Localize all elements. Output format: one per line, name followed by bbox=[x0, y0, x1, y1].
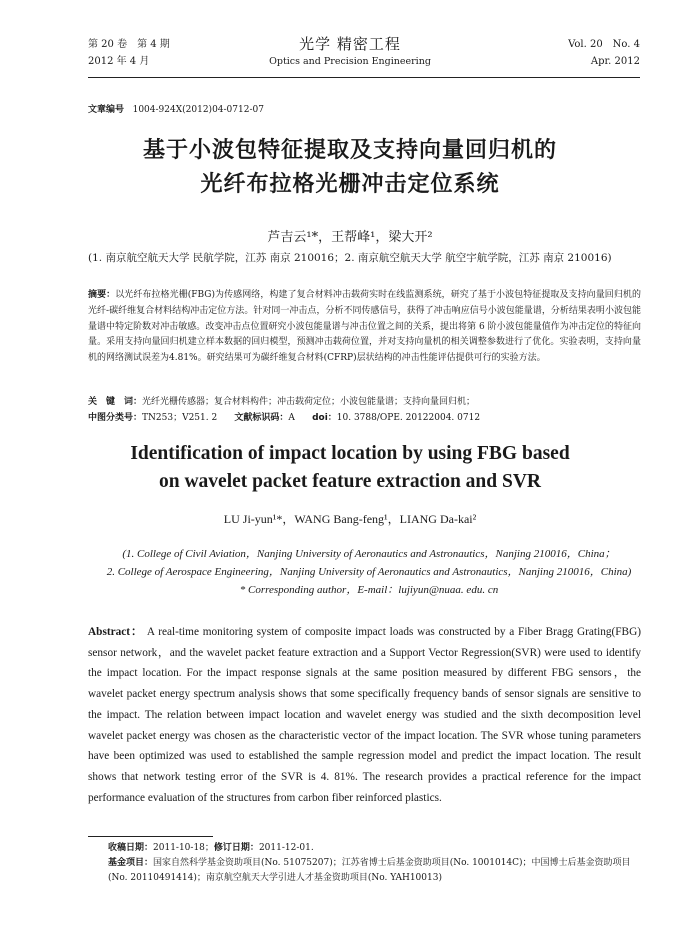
abstract-en-label: Abstract： bbox=[88, 626, 144, 638]
affiliation-en-line1 bbox=[84, 545, 654, 563]
affiliation-en bbox=[84, 545, 654, 599]
journal-name-en: Optics and Precision Engineering bbox=[269, 56, 431, 67]
classification-line bbox=[88, 410, 480, 423]
affiliation-en-line2-text: 2. College of Aerospace Engineering，Nanjing University of Aeronautics and Astronautics，Nanjing 210016，China) bbox=[106, 566, 632, 578]
affiliation-cn: (1. 南京航空航天大学 民航学院，江苏 南京 210016；2. 南京航空航天大学 航空宇航学院，江苏 南京 210016) bbox=[88, 252, 612, 264]
header-divider bbox=[88, 77, 640, 78]
abstract-cn-text: 以光纤布拉格光栅(FBG)为传感网络，构建了复合材料冲击载荷实时在线监测系统，研究了基于小波包特征提取及支持向量回归机的光纤-碳纤维复合材料结构冲击定位方法。针对同一冲击点，分析不同传感信号，获得了冲击响应信号小波包能量谱，分析结果表明小波包能量谱中特定阶数对冲击敏感。改变冲击点位置研究小波包能量谱与冲击位置之间的关系，提出将第 6 阶小波包能量值作为冲击定位的特征向量。采用支持向量回归机建立样本数据的回归模型，预测冲击载荷位置，并对支持向量机的相关调整参数进行了优化。实验表明，支持向量机的网络测试误差为4.81%。研究结果可为碳纤维复合材料(CFRP)层状结构的冲击性能评估提供可行的实验方法。 bbox=[88, 290, 641, 364]
corresponding-author-text: * Corresponding author，E-mail：lujiyun@nuaa. edu. cn bbox=[239, 584, 499, 596]
title-cn-line2: 光纤布拉格光栅冲击定位系统 bbox=[200, 172, 500, 197]
date-cn: 2012 年 4 月 bbox=[88, 56, 150, 67]
revised-value: 2011-12-01. bbox=[258, 843, 314, 853]
title-cn bbox=[0, 134, 700, 202]
doi-value: 10. 3788/OPE. 20122004. 0712 bbox=[336, 413, 481, 423]
abstract-en bbox=[88, 622, 641, 808]
journal-name-cn: 光学 精密工程 bbox=[299, 35, 401, 53]
authors-cn: 芦吉云¹*，王帮峰¹，梁大开² bbox=[267, 230, 433, 245]
keywords-label: 关 键 词： bbox=[88, 397, 143, 407]
title-en bbox=[0, 440, 700, 496]
received-label: 收稿日期： bbox=[108, 843, 154, 853]
abstract-cn-label: 摘要： bbox=[88, 290, 116, 300]
doi-label: doi： bbox=[312, 413, 337, 423]
clc-value: TN253；V251. 2 bbox=[142, 413, 218, 423]
header-right bbox=[568, 36, 640, 70]
title-cn-line1: 基于小波包特征提取及支持向量回归机的 bbox=[142, 138, 557, 163]
doc-code-value: A bbox=[288, 413, 295, 423]
received-dates bbox=[108, 840, 314, 853]
affiliation-en-line2 bbox=[84, 563, 654, 581]
corresponding-author bbox=[84, 581, 654, 599]
doc-code-label: 文献标识码： bbox=[234, 413, 289, 423]
revised-label: 修订日期： bbox=[213, 843, 259, 853]
abstract-en-text: A real-time monitoring system of composite impact loads was constructed by a Fiber Bragg Grating(FBG) sensor network，and the wavelet packet feature extraction and a Support Vector Regression(SVR) were used to identify the impact location. For the impact response signals at the same position measured by different FBG sensors，the wavelet packet energy spectrum analysis shows that some specifically frequency bands of sensor signals are sensitive to the impact. The relation between impact location and wavelet energy was studied and the sixth decomposition level wavelet packet energy was chosen as the characteristic vector of the impact location. The SVR whose tuning parameters have been optimized was used to established the sample regression model and predict the impact location. The result shows that network testing error of the SVR is 4. 81%. The research provides a practical reference for the impact performance evaluation of the structures from carbon fiber reinforced plastics. bbox=[88, 626, 642, 804]
abstract-cn bbox=[88, 288, 641, 367]
funding-label: 基金项目： bbox=[108, 858, 154, 868]
title-en-line1: Identification of impact location by using FBG based bbox=[130, 443, 570, 464]
article-number-value: 1004-924X(2012)04-0712-07 bbox=[132, 105, 264, 115]
funding-text: 国家自然科学基金资助项目(No. 51075207)；江苏省博士后基金资助项目(No. 1001014C)；中国博士后基金资助项目(No. 20110491414)；南京航空航天大学引进人才基金资助项目(No. YAH10013) bbox=[108, 858, 631, 883]
clc-label: 中图分类号： bbox=[88, 413, 143, 423]
article-number bbox=[88, 102, 264, 115]
volume-issue-cn: 第 20 卷 第 4 期 bbox=[88, 39, 170, 50]
authors-en: LU Ji-yun¹*，WANG Bang-feng¹，LIANG Da-kai² bbox=[223, 512, 477, 526]
keywords-text: 光纤光栅传感器；复合材料构件；冲击载荷定位；小波包能量谱；支持向量回归机； bbox=[142, 397, 476, 407]
date-en: Apr. 2012 bbox=[590, 56, 640, 67]
funding-note bbox=[108, 856, 644, 886]
keywords-cn bbox=[88, 394, 475, 407]
affiliation-en-line1-text: (1. College of Civil Aviation，Nanjing University of Aeronautics and Astronautics，Nanjing 210016，China； bbox=[122, 548, 616, 560]
title-en-line2: on wavelet packet feature extraction and SVR bbox=[158, 471, 541, 492]
article-number-label: 文章编号 bbox=[88, 105, 125, 115]
footnote-divider bbox=[88, 836, 213, 837]
volume-issue-en: Vol. 20 No. 4 bbox=[568, 39, 640, 50]
received-value: 2011-10-18； bbox=[153, 843, 214, 853]
